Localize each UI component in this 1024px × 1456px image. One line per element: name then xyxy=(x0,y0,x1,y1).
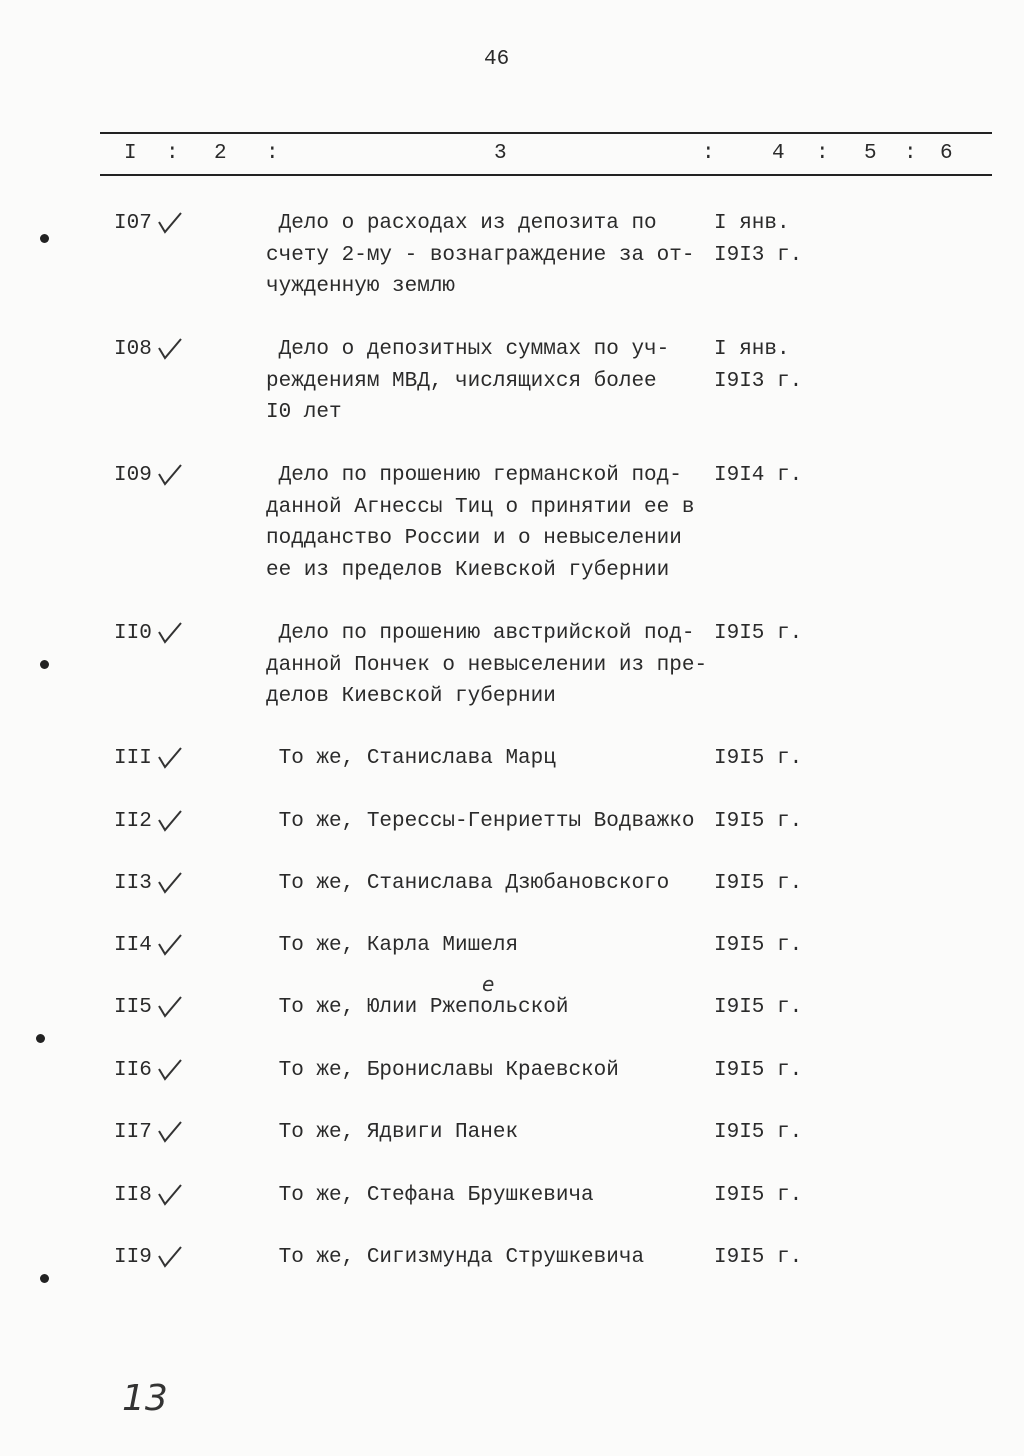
item-date: I9I5 г. xyxy=(714,1121,803,1144)
column-header-5: 5 xyxy=(864,142,877,165)
item-number: II0 xyxy=(114,622,152,645)
item-number: II4 xyxy=(114,934,152,957)
checkmark-icon xyxy=(156,1057,184,1083)
item-title-line: То же, Стефана Брушкевича xyxy=(266,1184,594,1207)
item-number: II8 xyxy=(114,1184,152,1207)
column-separator: : xyxy=(702,142,715,165)
column-header-3: 3 xyxy=(494,142,507,165)
item-title-line: счету 2-му - вознаграждение за от- xyxy=(266,243,695,267)
item-title-line: чужденную землю xyxy=(266,275,456,298)
item-number: III xyxy=(114,747,152,770)
item-title-line: реждениям МВД, числящихся более xyxy=(266,369,657,393)
item-title-line: делов Киевской губернии xyxy=(266,685,556,708)
item-date: I9I3 г. xyxy=(714,243,803,267)
column-separator: : xyxy=(816,142,829,165)
item-date: I9I5 г. xyxy=(714,1059,803,1082)
page-number: 46 xyxy=(484,48,510,71)
item-number: II6 xyxy=(114,1059,152,1082)
item-title-line: То же, Брониславы Краевской xyxy=(266,1059,619,1082)
item-title-line: То же, Станислава Дзюбановского xyxy=(266,872,670,895)
item-title-line: То же, Сигизмунда Струшкевича xyxy=(266,1246,645,1269)
checkmark-icon xyxy=(156,870,184,896)
binder-hole-mark xyxy=(40,660,49,669)
item-title-line: Дело по прошению германской под- xyxy=(266,464,682,487)
item-number: I07 xyxy=(114,212,152,235)
item-title-line: То же, Юлии Ржепольской xyxy=(266,996,569,1019)
item-date: I9I3 г. xyxy=(714,369,803,393)
item-title-line: данной Агнессы Тиц о принятии ее в xyxy=(266,495,695,519)
item-number: II2 xyxy=(114,810,152,833)
item-date: I9I5 г. xyxy=(714,622,803,645)
item-number: I08 xyxy=(114,338,152,361)
handwritten-sheet-number: 13 xyxy=(122,1378,168,1419)
item-date: I янв. xyxy=(714,338,790,361)
item-title-line: данной Пончек о невыселении из пре- xyxy=(266,653,708,677)
item-date: I9I5 г. xyxy=(714,810,803,833)
binder-hole-mark xyxy=(40,234,49,243)
item-title-line: Дело о депозитных суммах по уч- xyxy=(266,338,670,361)
checkmark-icon xyxy=(156,462,184,488)
item-number: II9 xyxy=(114,1246,152,1269)
handwritten-correction: е xyxy=(482,972,495,996)
item-date: I9I5 г. xyxy=(714,872,803,895)
header-bottom-rule xyxy=(100,174,992,176)
item-title-line: То же, Карла Мишеля xyxy=(266,934,519,957)
column-header-4: 4 xyxy=(772,142,785,165)
item-number: II3 xyxy=(114,872,152,895)
column-header-6: 6 xyxy=(940,142,953,165)
checkmark-icon xyxy=(156,1182,184,1208)
item-number: II5 xyxy=(114,996,152,1019)
item-title-line: То же, Станислава Марц xyxy=(266,747,556,770)
item-date: I9I5 г. xyxy=(714,1184,803,1207)
item-date: I9I4 г. xyxy=(714,464,803,487)
checkmark-icon xyxy=(156,808,184,834)
item-number: I09 xyxy=(114,464,152,487)
checkmark-icon xyxy=(156,745,184,771)
checkmark-icon xyxy=(156,1119,184,1145)
item-title-line: То же, Терессы-Генриетты Водважко xyxy=(266,810,695,833)
checkmark-icon xyxy=(156,210,184,236)
item-title-line: ее из пределов Киевской губернии xyxy=(266,558,670,582)
header-top-rule xyxy=(100,132,992,134)
item-title-line: Дело о расходах из депозита по xyxy=(266,212,657,235)
checkmark-icon xyxy=(156,336,184,362)
item-date: I9I5 г. xyxy=(714,747,803,770)
binder-hole-mark xyxy=(36,1034,45,1043)
item-date: I9I5 г. xyxy=(714,934,803,957)
checkmark-icon xyxy=(156,620,184,646)
column-header-2: 2 xyxy=(214,142,227,165)
item-number: II7 xyxy=(114,1121,152,1144)
column-separator: : xyxy=(904,142,917,165)
column-separator: : xyxy=(266,142,279,165)
item-title-line: подданство России и о невыселении xyxy=(266,527,682,550)
item-date: I9I5 г. xyxy=(714,996,803,1019)
column-separator: : xyxy=(166,142,179,165)
item-title-line: То же, Ядвиги Панек xyxy=(266,1121,519,1144)
item-title-line: Дело по прошению австрийской под- xyxy=(266,622,695,645)
item-title-line: I0 лет xyxy=(266,401,342,424)
checkmark-icon xyxy=(156,1244,184,1270)
item-date: I9I5 г. xyxy=(714,1246,803,1269)
column-header-1: I xyxy=(124,142,137,165)
checkmark-icon xyxy=(156,994,184,1020)
checkmark-icon xyxy=(156,932,184,958)
binder-hole-mark xyxy=(40,1274,49,1283)
item-date: I янв. xyxy=(714,212,790,235)
